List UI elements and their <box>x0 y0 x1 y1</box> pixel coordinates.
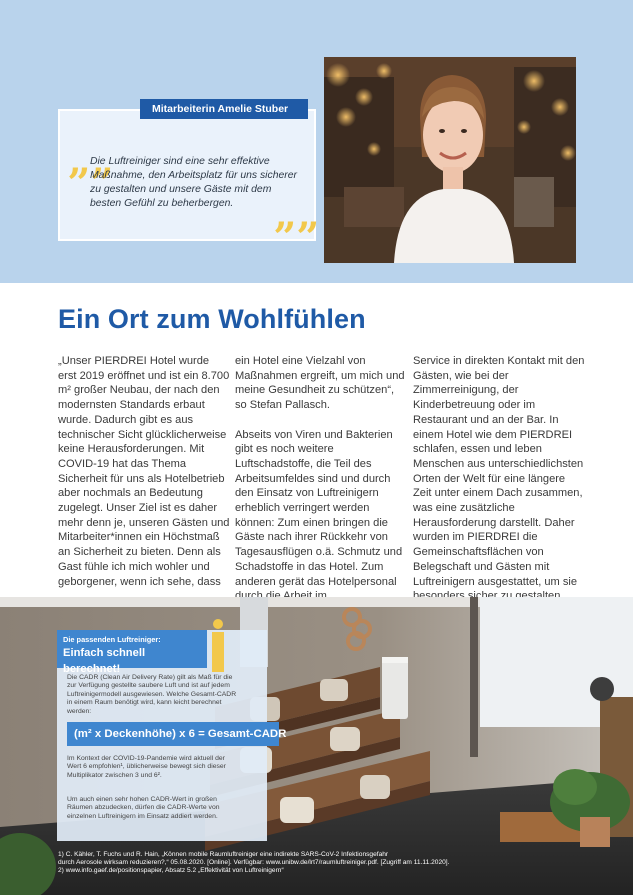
footnote-line: durch Aerosole wirksam reduzieren?,“ 05.08.2020. [Online]. Verfügbar: www.unibw.de/lrt7/raumluftreiniger.pdf. [Zugriff am 11.11.2020]. <box>58 859 450 867</box>
open-quote-icon: „„ <box>68 137 115 184</box>
footnote-line: 1) C. Kähler, T. Fuchs und R. Hain, „Können mobile Raumluftreiniger eine indirekte SARS-CoV-2 Infektionsgefahr <box>58 851 389 858</box>
info-box-title: Einfach schnell berechnet! <box>63 647 146 675</box>
info-i-icon <box>207 618 227 672</box>
info-box-paragraph: Um auch einen sehr hohen CADR-Wert in großen Räumen abzudecken, dürfen die CADR-Werte von einzelnen Luftreinigern im Einsatz addiert werden. <box>67 796 220 820</box>
article-column-2 <box>235 354 407 619</box>
footnotes <box>58 851 598 876</box>
footnote-line: 2) www.info.gaef.de/positionspapier, Absatz 5.2 „Effektivität von Luftreinigern“ <box>58 867 284 875</box>
portrait-caption: Mitarbeiterin Amelie Stuber <box>140 99 308 119</box>
portrait-photo <box>324 57 576 263</box>
quote-card <box>58 109 321 241</box>
article-paragraph: „Unser PIERDREI Hotel wurde erst 2019 eröffnet und ist ein 8.700 m² großer Neubau, der nach den modernsten Standards erbaut wurde. Dadurch gibt es aus technischer Sicht glücklicherweise keine Herausforderungen. Mit COVID-19 hat das Thema Sicherheit für uns als Hotelbetrieb aber nochmals an Bedeutung zugelegt. Unser Ziel ist es daher mehr denn je, unseren Gästen und Mitarbeiter*innen ein Höchstmaß an Sicherheit zu bieten. Denn als Gast fühle ich mich wohler und geborgener, wenn ich sehe, dass <box>58 355 230 588</box>
article-headline: Ein Ort zum Wohlfühlen <box>58 304 366 334</box>
article-paragraph: ein Hotel eine Vielzahl von Maßnahmen ergreift, um mich und meine Gesundheit zu schützen“, so Stefan Pallasch. <box>235 355 405 412</box>
info-box-header <box>57 630 207 675</box>
article-paragraph: Service in direkten Kontakt mit den Gästen, wie bei der Zimmerreinigung, der Kinderbetreuung oder im Restaurant und an der Bar. In einem Hotel wie dem PIERDREI schlafen, essen und leben Menschen aus unterschiedlichsten Orten der Welt für eine längere Zeit unter einem Dach zusammen, was eine zusätzliche Herausforderung darstellt. Daher wurden im PIERDREI die Gemeinschaftsflächen von Belegschaft und Gästen mit Luftreinigern ausgestattet, um sie <box>413 355 585 588</box>
article-column-1 <box>58 354 230 604</box>
info-box-paragraph: Im Kontext der COVID-19-Pandemie wird aktuell der Wert 6 empfohlen¹, üblicherweise bewegt sich dieser Multiplikator zwischen 3 und 6². <box>67 755 226 779</box>
article-column-3 <box>413 354 585 619</box>
close-quote-icon: „„ <box>274 191 321 238</box>
info-box-kicker: Die passenden Luftreiniger: <box>63 635 161 644</box>
employee-quote: Die Luftreiniger sind eine sehr effektive Maßnahme, den Arbeitsplatz für uns sicherer zu gestalten und unsere Gäste mit dem besten Gefühl zu beherbergen. <box>90 156 297 209</box>
info-box-paragraph: Die CADR (Clean Air Delivery Rate) gilt als Maß für die zur Verfügung gestellte saubere Luft und ist auf jedem Luftreinigermodell ausgewiesen. Welche Gesamt-CADR in einem Raum benötigt wird, kann leicht berechnet werden: <box>67 674 237 715</box>
cadr-formula: (m² x Deckenhöhe) x 6 = Gesamt-CADR <box>67 722 279 746</box>
article-paragraph: Abseits von Viren und Bakterien gibt es noch weitere Luftschadstoffe, die Teil des Arbeitsumfeldes sind und durch den Einsatz von Luftreinigern erheblich verringert werden können: Zum einen bringen die Gäste nach ihrer Rückkehr von Tagesausflügen o.ä. Schmutz und Schadstoffe in das Hotel. Zum anderen gerät das Hotelpersonal <box>235 428 403 588</box>
